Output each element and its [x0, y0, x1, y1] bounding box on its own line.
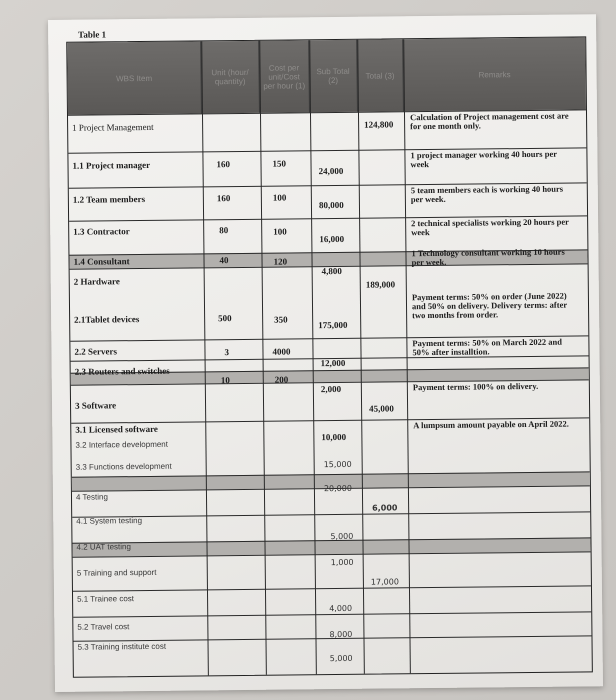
cell-wbs: 5.2 Travel cost	[77, 622, 130, 632]
cell-unit: 10	[220, 375, 230, 386]
cell-total: 124,800	[364, 119, 394, 130]
cell-wbs: 2.2 Servers	[74, 346, 118, 357]
cell-total: 6,000	[372, 503, 398, 513]
header-subtotal: Sub Total (2)	[309, 40, 358, 112]
cell-remarks: 1 project manager working 40 hours per week	[410, 148, 557, 170]
cell-remarks: 1 Technology consultant working 10 hours per week.	[411, 246, 565, 268]
cell-remarks: Payment terms: 50% on March 2022 and 50% after installtion.	[412, 336, 562, 358]
cell-wbs: 1.4 Consultant	[73, 256, 130, 267]
cell-subtotal: 5,000	[329, 653, 353, 664]
header-remarks: Remarks	[478, 69, 511, 79]
cell-cost: 150	[272, 158, 287, 169]
cell-subtotal: 4,800	[321, 265, 342, 277]
cell-subtotal: 24,000	[318, 165, 344, 177]
cell-subtotal: 175,000	[318, 319, 348, 331]
cell-wbs: 2.1Tablet devices	[74, 314, 140, 325]
cell-subtotal: 2,000	[320, 383, 342, 395]
cell-wbs: 4 Testing	[75, 492, 108, 502]
header-unit: Unit (hour/ quantity)	[201, 41, 260, 114]
cell-unit: 3	[224, 347, 230, 358]
cell-subtotal: 4,000	[329, 603, 353, 614]
cell-total: 189,000	[365, 279, 396, 290]
row-divider	[73, 585, 591, 591]
cell-subtotal: 20,000	[323, 483, 352, 494]
cell-remarks: Calculation of Project management cost are for one month only.	[409, 110, 569, 132]
cell-wbs: 1 Project Management	[72, 121, 154, 133]
cell-wbs: 3.2 Interface development	[75, 439, 169, 450]
cell-remarks: Payment terms: 100% on delivery.	[412, 380, 539, 393]
cell-cost: 120	[273, 256, 288, 267]
cell-wbs: 3.3 Functions development	[75, 461, 172, 472]
cell-wbs: 3 Software	[74, 400, 117, 411]
cell-unit: 160	[216, 193, 231, 204]
cell-unit: 500	[218, 313, 232, 324]
cell-subtotal: 5,000	[330, 531, 354, 542]
header-wbs: WBS Item	[67, 41, 202, 114]
cell-total: 45,000	[369, 403, 394, 414]
cell-wbs: 4.1 System testing	[76, 516, 143, 526]
header-total: Total (3)	[357, 39, 404, 111]
cell-subtotal: 80,000	[318, 199, 344, 211]
cell-remarks: Payment terms: 50% on order (June 2022) and 50% on delivery. Delivery terms: after two months from order.	[411, 290, 567, 321]
cell-unit: 40	[219, 255, 229, 266]
cell-subtotal: 1,000	[330, 557, 354, 568]
cell-cost: 100	[272, 192, 287, 203]
cell-total: 17,000	[370, 577, 399, 587]
cell-wbs: 1.1 Project manager	[72, 159, 151, 171]
cell-wbs: 5 Training and support	[76, 567, 157, 578]
cell-unit: 80	[219, 225, 229, 236]
cell-subtotal: 15,000	[323, 459, 352, 470]
cell-remarks: 2 technical specialists working 20 hours per week	[411, 216, 569, 238]
header-cost: Cost per unit/Cost per hour (1)	[259, 40, 310, 113]
table-caption: Table 1	[78, 29, 107, 40]
budget-table	[66, 36, 593, 677]
cell-unit: 160	[216, 159, 231, 170]
cell-remarks: A lumpsum amount payable on April 2022.	[413, 418, 569, 431]
cell-subtotal: 8,000	[329, 629, 353, 640]
cell-subtotal: 10,000	[321, 431, 347, 443]
cell-wbs: 1.3 Contractor	[73, 226, 130, 237]
cell-cost: 100	[273, 226, 287, 237]
cell-subtotal: 16,000	[319, 233, 345, 245]
cell-remarks: 5 team members each is working 40 hours per week.	[410, 183, 564, 205]
cell-wbs: 1.2 Team members	[72, 193, 146, 205]
cell-cost: 4000	[272, 346, 291, 357]
cell-subtotal: 12,000	[320, 357, 346, 369]
cell-wbs: 4.2 UAT testing	[76, 542, 131, 552]
cell-cost: 350	[274, 314, 288, 325]
table-header	[67, 37, 586, 114]
row-divider	[72, 511, 590, 517]
document-sheet	[48, 14, 603, 692]
cell-cost: 200	[274, 374, 289, 385]
cell-wbs: 5.3 Training institute cost	[77, 641, 167, 652]
cell-wbs: 2.3 Routers and switches	[74, 365, 170, 377]
cell-wbs: 3.1 Licensed software	[75, 423, 158, 435]
cell-wbs: 5.1 Trainee cost	[77, 594, 135, 604]
cell-wbs: 2 Hardware	[73, 276, 120, 287]
